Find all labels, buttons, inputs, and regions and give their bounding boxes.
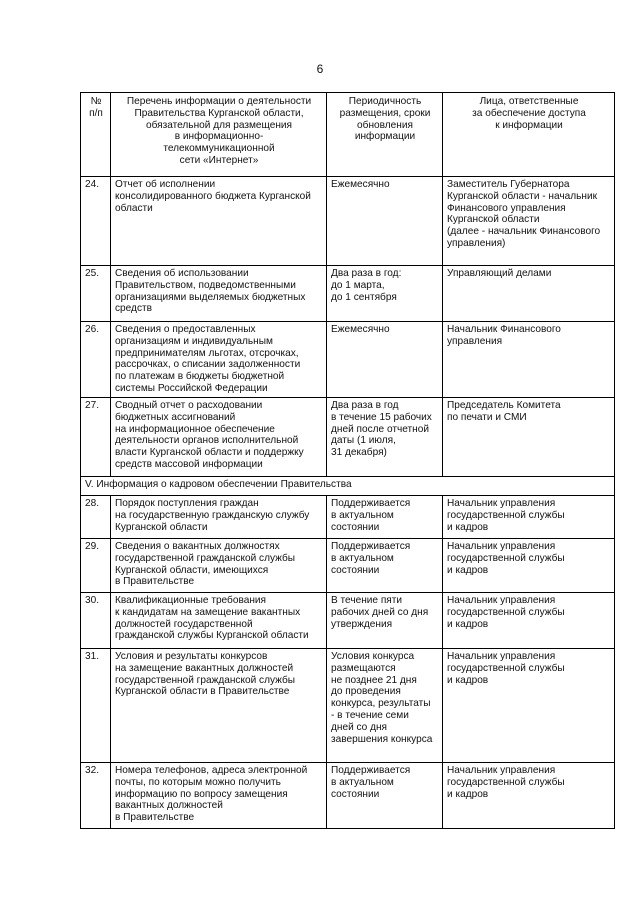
row-responsible: Заместитель Губернатора Курганской области - начальник Финансового управления Курганской области (далее - начальник Финансового управления): [443, 177, 615, 266]
row-information: Отчет об исполнении консолидированного бюджета Курганской области: [111, 177, 327, 266]
row-information: Сведения об использовании Правительством, подведомственными организациями выделяемых бюджетных средств: [111, 266, 327, 322]
table-row: [81, 649, 615, 763]
row-information: Условия и результаты конкурсов на замещение вакантных должностей государственной гражданской службы Курганской области в Правительстве: [111, 649, 327, 763]
row-responsible: Начальник управления государственной службы и кадров: [443, 593, 615, 649]
row-responsible: Начальник Финансового управления: [443, 322, 615, 398]
header-periodicity: Периодичность размещения, сроки обновления информации: [327, 93, 443, 177]
table-row: [81, 398, 615, 477]
row-number: 30.: [81, 593, 111, 649]
row-periodicity: Поддерживается в актуальном состоянии: [327, 763, 443, 829]
row-responsible: Управляющий делами: [443, 266, 615, 322]
table-row: [81, 177, 615, 266]
row-periodicity: В течение пяти рабочих дней со дня утверждения: [327, 593, 443, 649]
table-row: [81, 593, 615, 649]
row-responsible: Начальник управления государственной службы и кадров: [443, 649, 615, 763]
row-information: Порядок поступления граждан на государственную гражданскую службу Курганской области: [111, 496, 327, 539]
row-number: 32.: [81, 763, 111, 829]
table-row: [81, 496, 615, 539]
row-information: Номера телефонов, адреса электронной почты, по которым можно получить информацию по вопросу замещения вакантных должностей в Правительстве: [111, 763, 327, 829]
row-periodicity: Поддерживается в актуальном состоянии: [327, 496, 443, 539]
row-number: 24.: [81, 177, 111, 266]
row-responsible: Начальник управления государственной службы и кадров: [443, 539, 615, 593]
header-information-list: Перечень информации о деятельности Правительства Курганской области, обязательной для размещения в информационно- телекоммуникационной сети «Интернет»: [111, 93, 327, 177]
row-information: Сведения о предоставленных организациям и индивидуальным предпринимателям льготах, отсрочках, рассрочках, о списании задолженности по платежам в бюджеты бюджетной системы Российской Федерации: [111, 322, 327, 398]
header-responsible: Лица, ответственные за обеспечение доступа к информации: [443, 93, 615, 177]
row-number: 29.: [81, 539, 111, 593]
row-periodicity: Условия конкурса размещаются не позднее 21 дня до проведения конкурса, результаты - в течение семи дней со дня завершения конкурса: [327, 649, 443, 763]
row-information: Квалификационные требования к кандидатам на замещение вакантных должностей государственной гражданской службы Курганской области: [111, 593, 327, 649]
row-number: 26.: [81, 322, 111, 398]
row-responsible: Начальник управления государственной службы и кадров: [443, 496, 615, 539]
table-row: [81, 539, 615, 593]
header-number: № п/п: [81, 93, 111, 177]
row-periodicity: Ежемесячно: [327, 177, 443, 266]
page-number: 6: [316, 62, 324, 76]
row-information: Сведения о вакантных должностях государственной гражданской службы Курганской области, имеющихся в Правительстве: [111, 539, 327, 593]
header-row: [81, 93, 615, 177]
row-number: 27.: [81, 398, 111, 477]
row-responsible: Председатель Комитета по печати и СМИ: [443, 398, 615, 477]
row-periodicity: Поддерживается в актуальном состоянии: [327, 539, 443, 593]
section-heading: V. Информация о кадровом обеспечении Правительства: [81, 477, 615, 496]
row-number: 25.: [81, 266, 111, 322]
row-responsible: Начальник управления государственной службы и кадров: [443, 763, 615, 829]
row-periodicity: Два раза в год в течение 15 рабочих дней после отчетной даты (1 июля, 31 декабря): [327, 398, 443, 477]
table-row: [81, 322, 615, 398]
information-table: [80, 92, 615, 829]
row-number: 28.: [81, 496, 111, 539]
table-row: [81, 266, 615, 322]
row-information: Сводный отчет о расходовании бюджетных ассигнований на информационное обеспечение деятельности органов исполнительной власти Курганской области и поддержку средств массовой информации: [111, 398, 327, 477]
row-number: 31.: [81, 649, 111, 763]
row-periodicity: Ежемесячно: [327, 322, 443, 398]
section-row: [81, 477, 615, 496]
row-periodicity: Два раза в год: до 1 марта, до 1 сентября: [327, 266, 443, 322]
table-row: [81, 763, 615, 829]
